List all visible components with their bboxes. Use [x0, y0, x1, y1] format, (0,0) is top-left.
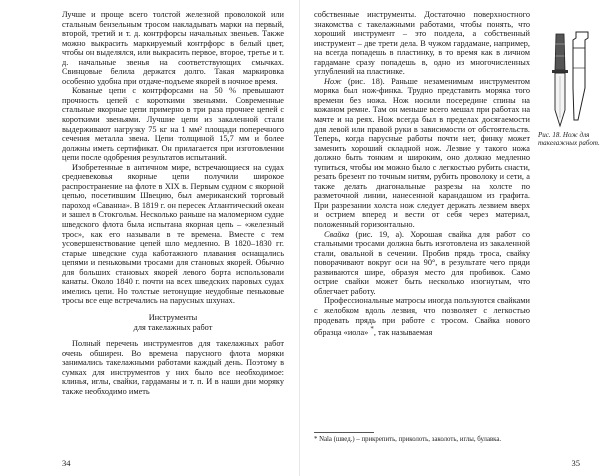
left-page-number: 34 [62, 458, 71, 468]
right-page [300, 0, 600, 476]
footnote-rule [314, 432, 374, 433]
section-title-line2: для такелажных работ [133, 322, 213, 332]
term-knife: Нож [324, 76, 342, 86]
paragraph-tools-intro: Полный перечень инструментов для такелажных работ очень обширен. Во времена парусного флота моряки занимались такелажными работами каждый день. Поэтому в сумках для инструментов у них было все необходимое: клинья, иглы, свайки, гардаманы и т. п. И в наши дни моряку также необходимо иметь [62, 338, 284, 396]
knife-illustration [538, 28, 598, 132]
right-page-number: 35 [571, 458, 580, 468]
footnote-marker: * [370, 326, 374, 334]
paragraph-marking: Лучше и проще всего толстой железной проволокой или стальным бензельным тросом накладывать марки на первый, второй, третий и т. д. контрфорсы начальных звеньев. Также можно выкрасить маркируемый контрфорс в белый цвет, чтобы он выделялся, или выкрасить первое, второе, третье и т. д. начальные звенья на соответствующих смычках. Свинцовые белила держатся долго. Такая маркировка особенно удобна при отдаче-подъеме якорей в ночное время. [62, 10, 284, 86]
left-text-column [62, 10, 284, 396]
spike-tail: , так называемая [373, 327, 433, 337]
spike-text-2: Профессиональные матросы иногда пользуются свайками с желобком вдоль лезвия, что позволяет с легкостью продевать прядь при работе с тросом. Свайка нового образца «иола» [314, 296, 530, 337]
paragraph-spike-pro [314, 296, 530, 337]
paragraph-own-tools: собственные инструменты. Достаточно поверхностного знакомства с такелажными работами, чтобы понять, что хороший инструмент – это полдела, а собственный инструмент – две трети дела. В чужом гардамане, например, на всегда попадешь в пластинку, в то время как в личном гардамане сразу попадешь в, одно из многочисленных углублений на пластинке. [314, 10, 530, 77]
knife-text: (рис. 18). Раньше незаменимым инструментом моряка был нож-финка. Трудно представить моряка того времени без ножа. Нож носили посередине спины на кожаном ремне. Там он меньше всего мешал при работах на мачте и на реях. Нож всегда был в пределах досягаемости для левой или правой руки в зависимости от обстоятельств. Теперь, когда парусные работы почти нет, финку может заменить хороший складной нож. Лезвие у такого ножа должно быть тонким и широким, оно должно медленно тупиться, чтобы им можно было с легкостью рубить снасти, резать брезент по точным нитям, рубить проволоку и сети, а также делать диагональные разрезы на холсте по разметочной линии, нанесенной карандашом из графита. При разрезании холста нож следует держать лезвием вверх и острием вперед и вести от себя через материал, положенный горизонтально. [314, 76, 530, 230]
paragraph-chain-strength: Кованые цепи с контрфорсами на 50 % превышают прочность цепей с короткими звеньями. Современные стальные якорные цепи примерно в три раза прочнее цепей с короткими звеньями. Лучшие цепи из закаленной стали выдерживают нагрузку 75 кг на 1 мм² площади поперечного сечения металла звена. Цепи толщиной 15,7 мм и более должны иметь сертификат. Он прилагается при изготовлении цепи после одобрения результатов испытаний. [62, 86, 284, 163]
footnote: * Nala (швед.) – прикрепить, приколоть, заколоть, иглы, булавка. [314, 436, 502, 443]
section-title-line1: Инструменты [148, 312, 198, 322]
spike-text: (рис. 19, а). Хорошая свайка для работ со стальными тросами должна быть изготовлена из закаленной стали, овальной в сечении. Пробив прядь троса, свайку поворачивают вокруг оси на 90°, в результате чего пряди развиваются шире, образуя место для пробивок. Само острие свайки может быть несколько изогнутым, что облегчает работу. [314, 229, 531, 296]
paragraph-chain-history: Изобретенные в античном мире, встречающиеся на судах средневековья якорные цепи получили широкое распространение на флоте в XIX в. Первым судном с якорной цепью, посетившим Швецию, был американский торговый пароход «Саванна». В 1819 г. он пересек Атлантический океан и зашел в Стокгольм. Несколько раньше на маломерном судне шведского флота была испытана якорная цепь – «железный трос», как его называли в те времена. Вместе с тем усовершенствование цепей шло медленно. В 1820–1830 гг. старые шведские суда каботажного плавания оснащались цепями и пеньковыми тросами для становых якорей. Обычно для больших становых якорей левого борта использовали канаты. Около 1840 г. почти на всех шведских паровых судах имелись цепи. Но толстые нетонущие неудобные пеньковые тросы все еще встречались на парусных шхунах. [62, 162, 284, 306]
paragraph-knife [314, 77, 530, 230]
right-text-column [314, 10, 530, 337]
section-title [62, 313, 284, 333]
figure-caption: Рис. 18. Нож для такелажных работ. [538, 131, 600, 147]
term-spike: Свайка [324, 229, 350, 239]
paragraph-spike [314, 230, 530, 297]
